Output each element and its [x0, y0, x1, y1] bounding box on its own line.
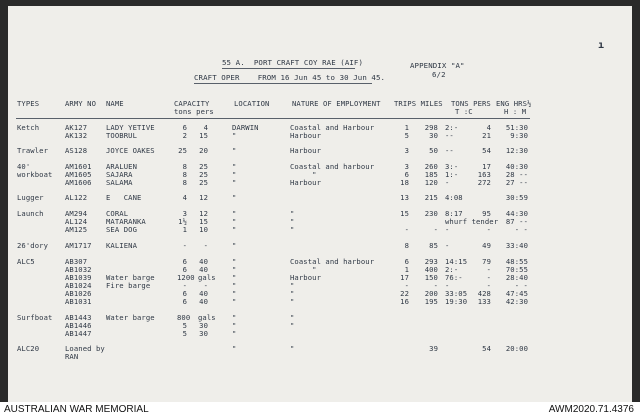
row-army-no: AK127	[65, 123, 88, 132]
document-page	[8, 6, 632, 402]
row-personnel-carried: 4	[486, 123, 491, 132]
row-tons-carried: 2:-	[445, 265, 459, 274]
row-personnel-carried: 49	[482, 241, 491, 250]
row-trips: 1	[404, 265, 409, 274]
row-type: workboat	[17, 170, 53, 179]
row-capacity-pers: -	[203, 281, 208, 290]
subtitle-underline	[194, 83, 372, 84]
row-personnel-carried: -	[486, 273, 491, 282]
row-tons-carried: -	[445, 281, 450, 290]
header-location: LOCATION	[234, 99, 270, 108]
row-army-no: AM1606	[65, 178, 92, 187]
row-miles: 30	[429, 131, 438, 140]
row-capacity-pers: 20	[199, 146, 208, 155]
row-miles: 298	[424, 123, 438, 132]
row-nature: Coastal and Harbour	[290, 123, 375, 132]
row-eng-hours: 30:59	[505, 193, 528, 202]
row-location: "	[232, 225, 237, 234]
row-capacity-tons: -	[182, 281, 187, 290]
row-nature: "	[290, 297, 295, 306]
row-capacity-pers: 25	[199, 178, 208, 187]
row-capacity-pers: gals	[198, 313, 216, 322]
row-tons-carried: --	[445, 146, 454, 155]
row-type: Surfboat	[17, 313, 53, 322]
row-eng-hours: - -	[514, 225, 528, 234]
row-capacity-tons: 25	[178, 146, 187, 155]
row-capacity-pers: 25	[199, 170, 208, 179]
row-eng-hours: 40:30	[505, 162, 528, 171]
row-tons-carried: 76:-	[445, 273, 463, 282]
row-nature: Harbour	[290, 178, 321, 187]
row-name: KALIENA	[106, 241, 137, 250]
row-capacity-pers: 4	[203, 123, 208, 132]
appendix-ref: 6/2	[432, 70, 446, 79]
row-personnel-carried: -	[486, 225, 491, 234]
row-capacity-tons: 8	[182, 178, 187, 187]
row-nature: "	[290, 209, 295, 218]
row-capacity-pers: 40	[199, 257, 208, 266]
row-eng-hours: 51:30	[505, 123, 528, 132]
header-tons-pers: TONS PERS	[451, 99, 491, 108]
row-name: TOOBRUL	[106, 131, 137, 140]
row-tons-carried: 2:-	[445, 123, 459, 132]
header-rule	[16, 118, 530, 119]
row-capacity-pers: 15	[199, 217, 208, 226]
row-capacity-tons: 8	[182, 170, 187, 179]
row-nature: "	[290, 225, 295, 234]
row-location: "	[232, 313, 237, 322]
row-location: "	[232, 131, 237, 140]
row-army-no: AB1039	[65, 273, 92, 282]
row-location: "	[232, 281, 237, 290]
row-personnel-carried: 17	[482, 162, 491, 171]
row-trips: 8	[404, 241, 409, 250]
row-tons-carried: -	[445, 241, 450, 250]
row-capacity-tons: 800	[177, 313, 191, 322]
row-location: "	[232, 170, 237, 179]
row-trips: 15	[400, 209, 409, 218]
row-capacity-pers: 40	[199, 297, 208, 306]
row-nature: "	[290, 217, 295, 226]
row-eng-hours: 12:30	[505, 146, 528, 155]
row-name: CORAL	[106, 209, 129, 218]
row-nature: "	[290, 289, 295, 298]
row-name: SAJARA	[106, 170, 133, 179]
row-tons-carried: 8:17	[445, 209, 463, 218]
row-army-no: AM1601	[65, 162, 92, 171]
row-tons-carried: 1:-	[445, 170, 459, 179]
row-type: Ketch	[17, 123, 40, 132]
row-trips: 13	[400, 193, 409, 202]
row-eng-hours: 70:55	[505, 265, 528, 274]
row-personnel-carried: 163	[477, 170, 491, 179]
header-army-no: ARMY NO	[65, 99, 96, 108]
row-miles: 293	[424, 257, 438, 266]
row-location: "	[232, 297, 237, 306]
row-location: "	[232, 257, 237, 266]
row-trips: 1	[404, 123, 409, 132]
row-capacity-tons: 4	[182, 193, 187, 202]
row-eng-hours: 20:00	[505, 344, 528, 353]
row-location: "	[232, 193, 237, 202]
row-location: "	[232, 217, 237, 226]
row-personnel-carried: 133	[477, 297, 491, 306]
row-eng-hours: - -	[514, 281, 528, 290]
row-location: "	[232, 329, 237, 338]
row-army-no: AM125	[65, 225, 88, 234]
row-miles: 120	[424, 178, 438, 187]
row-capacity-pers: 12	[199, 193, 208, 202]
row-trips: 6	[404, 170, 409, 179]
row-army-no: RAN	[65, 352, 79, 361]
row-capacity-pers: 10	[199, 225, 208, 234]
row-personnel-carried: 428	[477, 289, 491, 298]
row-type: 40'	[17, 162, 31, 171]
row-miles: 260	[424, 162, 438, 171]
row-eng-hours: 44:30	[505, 209, 528, 218]
row-army-no: AB1032	[65, 265, 92, 274]
row-army-no: AB1031	[65, 297, 92, 306]
row-capacity-tons: 5	[182, 321, 187, 330]
row-type: Lugger	[17, 193, 44, 202]
row-location: "	[232, 162, 237, 171]
row-trips: -	[404, 281, 409, 290]
row-location: "	[232, 273, 237, 282]
row-army-no: AL122	[65, 193, 88, 202]
row-tons-carried: 19:30	[445, 297, 468, 306]
row-tons-carried: whurf tender	[445, 217, 499, 226]
row-army-no: AB1447	[65, 329, 92, 338]
row-location: "	[232, 265, 237, 274]
row-location: "	[232, 289, 237, 298]
row-capacity-pers: 30	[199, 321, 208, 330]
row-type: Trawler	[17, 146, 48, 155]
row-army-no: AM1605	[65, 170, 92, 179]
row-nature: "	[290, 170, 317, 179]
row-army-no: AM294	[65, 209, 88, 218]
row-nature: "	[290, 344, 295, 353]
row-miles: 39	[429, 344, 438, 353]
row-capacity-pers: gals	[198, 273, 216, 282]
row-eng-hours: 28:40	[505, 273, 528, 282]
row-miles: -	[433, 225, 438, 234]
row-tons-carried: 33:05	[445, 289, 468, 298]
row-capacity-tons: 6	[182, 297, 187, 306]
row-capacity-pers: 12	[199, 209, 208, 218]
row-capacity-tons: 5	[182, 329, 187, 338]
row-capacity-tons: 6	[182, 123, 187, 132]
row-personnel-carried: 21	[482, 131, 491, 140]
row-miles: 195	[424, 297, 438, 306]
footer-right: AWM2020.71.4376	[548, 404, 634, 415]
row-army-no: Loaned by	[65, 344, 105, 353]
row-trips: 3	[404, 146, 409, 155]
row-miles: 215	[424, 193, 438, 202]
row-capacity-tons: 1½	[178, 217, 187, 226]
row-army-no: AL124	[65, 217, 88, 226]
footer-left: AUSTRALIAN WAR MEMORIAL	[4, 404, 149, 415]
row-nature: Harbour	[290, 146, 321, 155]
row-personnel-carried: 54	[482, 146, 491, 155]
row-location: DARWIN	[232, 123, 259, 132]
row-nature: Coastal and harbour	[290, 162, 375, 171]
row-capacity-tons: 1200	[177, 273, 195, 282]
row-trips: 18	[400, 178, 409, 187]
row-nature: "	[290, 265, 317, 274]
row-trips: -	[404, 225, 409, 234]
archive-footer	[0, 402, 640, 418]
row-tons-carried: 14:15	[445, 257, 468, 266]
header-capacity-sub: tons pers	[174, 107, 214, 116]
row-army-no: AB307	[65, 257, 88, 266]
row-eng-hours: 27 --	[505, 178, 528, 187]
row-capacity-pers: 15	[199, 131, 208, 140]
row-nature: "	[290, 321, 295, 330]
row-army-no: AM1717	[65, 241, 92, 250]
row-miles: 400	[424, 265, 438, 274]
title-underline	[222, 68, 355, 69]
row-personnel-carried: -	[486, 281, 491, 290]
row-name: SEA DOG	[106, 225, 137, 234]
row-tons-carried: -	[445, 225, 450, 234]
row-location: "	[232, 344, 237, 353]
row-name: JOYCE OAKES	[106, 146, 155, 155]
row-trips: 5	[404, 131, 409, 140]
row-army-no: AK132	[65, 131, 88, 140]
row-capacity-tons: 8	[182, 162, 187, 171]
row-name: E CANE	[106, 193, 142, 202]
header-eng-hrs-sub: H : M	[504, 107, 527, 116]
row-eng-hours: 87 --	[505, 217, 528, 226]
row-capacity-pers: 40	[199, 265, 208, 274]
row-location: "	[232, 241, 237, 250]
row-type: 26'dory	[17, 241, 48, 250]
row-capacity-tons: 1	[182, 225, 187, 234]
row-miles: -	[433, 281, 438, 290]
header-types: TYPES	[17, 99, 40, 108]
row-miles: 200	[424, 289, 438, 298]
row-personnel-carried: 95	[482, 209, 491, 218]
row-location: "	[232, 321, 237, 330]
row-type: ALC5	[17, 257, 35, 266]
row-capacity-pers: 30	[199, 329, 208, 338]
header-trips-miles: TRIPS MILES	[394, 99, 443, 108]
row-army-no: AB1443	[65, 313, 92, 322]
header-name: NAME	[106, 99, 124, 108]
row-army-no: AS128	[65, 146, 88, 155]
row-eng-hours: 48:55	[505, 257, 528, 266]
row-personnel-carried: -	[486, 265, 491, 274]
row-name: MATARANKA	[106, 217, 146, 226]
row-capacity-tons: 3	[182, 209, 187, 218]
row-capacity-tons: 2	[182, 131, 187, 140]
row-miles: 50	[429, 146, 438, 155]
row-personnel-carried: 79	[482, 257, 491, 266]
row-nature: Harbour	[290, 273, 321, 282]
row-nature: Harbour	[290, 131, 321, 140]
row-capacity-tons: 6	[182, 289, 187, 298]
row-eng-hours: 9:30	[510, 131, 528, 140]
row-name: ARALUEN	[106, 162, 137, 171]
row-tons-carried: 3:-	[445, 162, 459, 171]
row-army-no: AB1024	[65, 281, 92, 290]
row-personnel-carried: 54	[482, 344, 491, 353]
row-capacity-pers: 25	[199, 162, 208, 171]
row-name: SALAMA	[106, 178, 133, 187]
row-miles: 230	[424, 209, 438, 218]
row-name: LADY YETIVE	[106, 123, 155, 132]
row-trips: 16	[400, 297, 409, 306]
row-nature: Coastal and harbour	[290, 257, 375, 266]
header-eng-hrs: ENG HRS½	[496, 99, 532, 108]
row-location: "	[232, 146, 237, 155]
row-eng-hours: 33:40	[505, 241, 528, 250]
row-eng-hours: 42:30	[505, 297, 528, 306]
row-miles: 85	[429, 241, 438, 250]
row-trips: 17	[400, 273, 409, 282]
document-subtitle: CRAFT OPER FROM 16 Jun 45 to 30 Jun 45.	[194, 73, 386, 82]
row-tons-carried: 4:08	[445, 193, 463, 202]
document-title: 55 A. PORT CRAFT COY RAE (AIF)	[222, 58, 364, 67]
row-name: Water barge	[106, 273, 155, 282]
row-army-no: AB1026	[65, 289, 92, 298]
row-trips: 3	[404, 162, 409, 171]
row-eng-hours: 28 --	[505, 170, 528, 179]
header-nature: NATURE OF EMPLOYMENT	[292, 99, 381, 108]
row-nature: "	[290, 313, 295, 322]
row-army-no: AB1446	[65, 321, 92, 330]
row-capacity-pers: -	[203, 241, 208, 250]
row-tons-carried: --	[445, 131, 454, 140]
row-trips: 22	[400, 289, 409, 298]
row-personnel-carried: 272	[477, 178, 491, 187]
row-name: Fire barge	[106, 281, 151, 290]
header-tons-pers-sub: T :C	[455, 107, 473, 116]
row-name: Water barge	[106, 313, 155, 322]
margin-mark: ı	[598, 40, 605, 51]
row-capacity-tons: 6	[182, 265, 187, 274]
row-location: "	[232, 209, 237, 218]
row-nature: "	[290, 281, 295, 290]
row-miles: 185	[424, 170, 438, 179]
appendix-label: APPENDIX "A"	[410, 61, 465, 70]
row-miles: 150	[424, 273, 438, 282]
row-capacity-tons: -	[182, 241, 187, 250]
row-tons-carried: -	[445, 178, 450, 187]
row-type: Launch	[17, 209, 44, 218]
row-trips: 6	[404, 257, 409, 266]
header-capacity: CAPACITY	[174, 99, 210, 108]
row-capacity-pers: 40	[199, 289, 208, 298]
row-type: ALC20	[17, 344, 40, 353]
row-capacity-tons: 6	[182, 257, 187, 266]
row-location: "	[232, 178, 237, 187]
row-eng-hours: 47:45	[505, 289, 528, 298]
